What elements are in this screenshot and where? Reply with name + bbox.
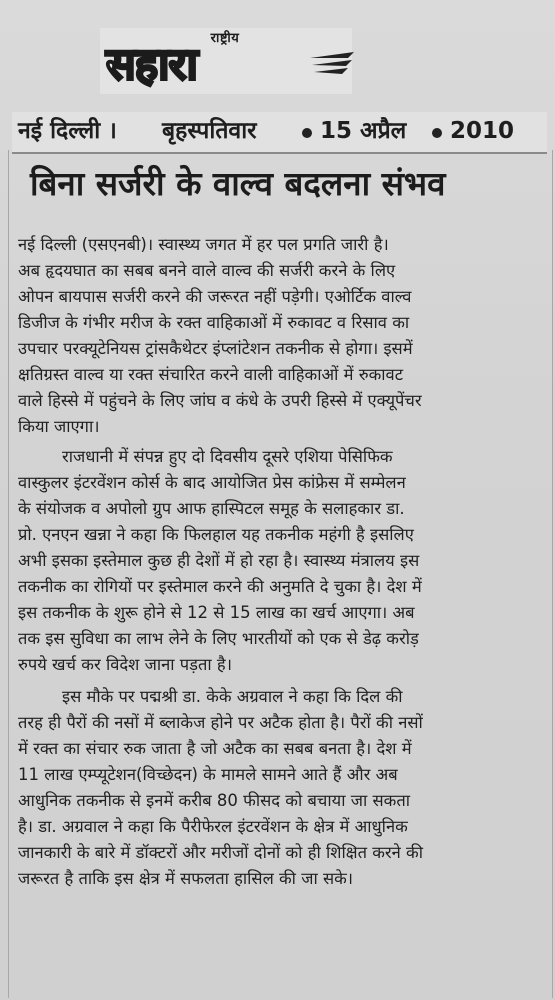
article-line: में रक्त का संचार रुक जाता है जो अटैक का सबब बनता है। देश में — [18, 739, 412, 758]
article-line: आधुनिक तकनीक से इनमें करीब 80 फीसद को बचाया जा सकता — [18, 791, 411, 810]
dateline-date: 15 अप्रैल — [320, 118, 407, 144]
article-line: वास्कुलर इंटरवेंशन कोर्स के बाद आयोजित प्रेस कांफ्रेस में सम्मेलन — [18, 473, 406, 492]
article-line: रुपये खर्च कर विदेश जाना पड़ता है। — [18, 655, 232, 674]
article-line: किया जाएगा। — [18, 417, 100, 436]
masthead-logo-text: सहारा — [106, 39, 197, 90]
article-line: क्षतिग्रस्त वाल्व या रक्त संचारित करने वाली वाहिकाओं में रुकावट — [18, 365, 404, 384]
article-line: तक इस सुविधा का लाभ लेने के लिए भारतीयों को एक से डेढ़ करोड़ — [18, 629, 419, 648]
article-line: ओपन बायपास सर्जरी करने की जरूरत नहीं पड़ेगी। एओर्टिक वाल्व — [18, 287, 412, 306]
masthead-tagline: राष्ट्रीय — [210, 31, 240, 46]
article-line: डिजीज के गंभीर मरीज के रक्त वाहिकाओं में रुकावट व रिसाव का — [18, 313, 410, 332]
article-line: जानकारी के बारे में डॉक्टरों और मरीजों दोनों को ही शिक्षित करने की — [18, 843, 423, 862]
dateline-year: 2010 — [450, 118, 515, 144]
article-line: जरूरत है ताकि इस क्षेत्र में सफलता हासिल की जा सके। — [18, 869, 354, 888]
article-line: उपचार परक्यूटेनियस ट्रांसकैथेटर इंप्लांटेशन तकनीक से होगा। इसमें — [18, 339, 413, 358]
masthead — [100, 28, 352, 94]
article-line: तरह ही पैरों की नसों में ब्लाकेज होने पर अटैक होता है। पैरों की नसों — [18, 713, 423, 732]
article-line: राजधानी में संपन्न हुए दो दिवसीय दूसरे एशिया पेसिफिक — [62, 447, 393, 466]
bullet-dot-icon — [302, 128, 312, 138]
article-line: इस तकनीक के शुरू होने से 12 से 15 लाख का खर्च आएगा। अब — [18, 603, 415, 622]
dateline-day: बृहस्पतिवार — [162, 118, 257, 144]
article-line: तकनीक का रोगियों पर इस्तेमाल करने की अनुमति दे चुका है। देश में — [18, 577, 422, 596]
article-line: के संयोजक व अपोलो ग्रुप आफ हास्पिटल समूह के सलाहकार डा. — [18, 499, 405, 518]
wings-logo-icon — [308, 50, 356, 80]
article-line: वाले हिस्से में पहुंचने के लिए जांघ व कंधे के उपरी हिस्से में एक्यूपेंचर — [18, 391, 422, 410]
dateline — [12, 112, 547, 154]
article-line: नई दिल्ली (एसएनबी)। स्वास्थ्य जगत में हर पल प्रगति जारी है। — [18, 235, 389, 254]
article-line: इस मौके पर पद्मश्री डा. केके अग्रवाल ने कहा कि दिल की — [62, 687, 403, 706]
article-headline: बिना सर्जरी के वाल्व बदलना संभव — [30, 164, 446, 203]
article-line: 11 लाख एम्प्यूटेशन(विच्छेदन) के मामले सामने आते हैं और अब — [18, 765, 398, 784]
article-line: अभी इसका इस्तेमाल कुछ ही देशों में हो रहा है। स्वास्थ्य मंत्रालय इस — [18, 551, 420, 570]
article-line: अब हृदयघात का सबब बनने वाले वाल्व की सर्जरी करने के लिए — [18, 261, 396, 280]
bullet-dot-icon — [432, 128, 442, 138]
article-line: प्रो. एनएन खन्ना ने कहा कि फिलहाल यह तकनीक महंगी है इसलिए — [18, 525, 414, 544]
article-line: है। डा. अग्रवाल ने कहा कि पैरीफेरल इंटरवेंशन के क्षेत्र में आधुनिक — [18, 817, 408, 836]
dateline-city: नई दिल्ली । — [18, 118, 117, 144]
